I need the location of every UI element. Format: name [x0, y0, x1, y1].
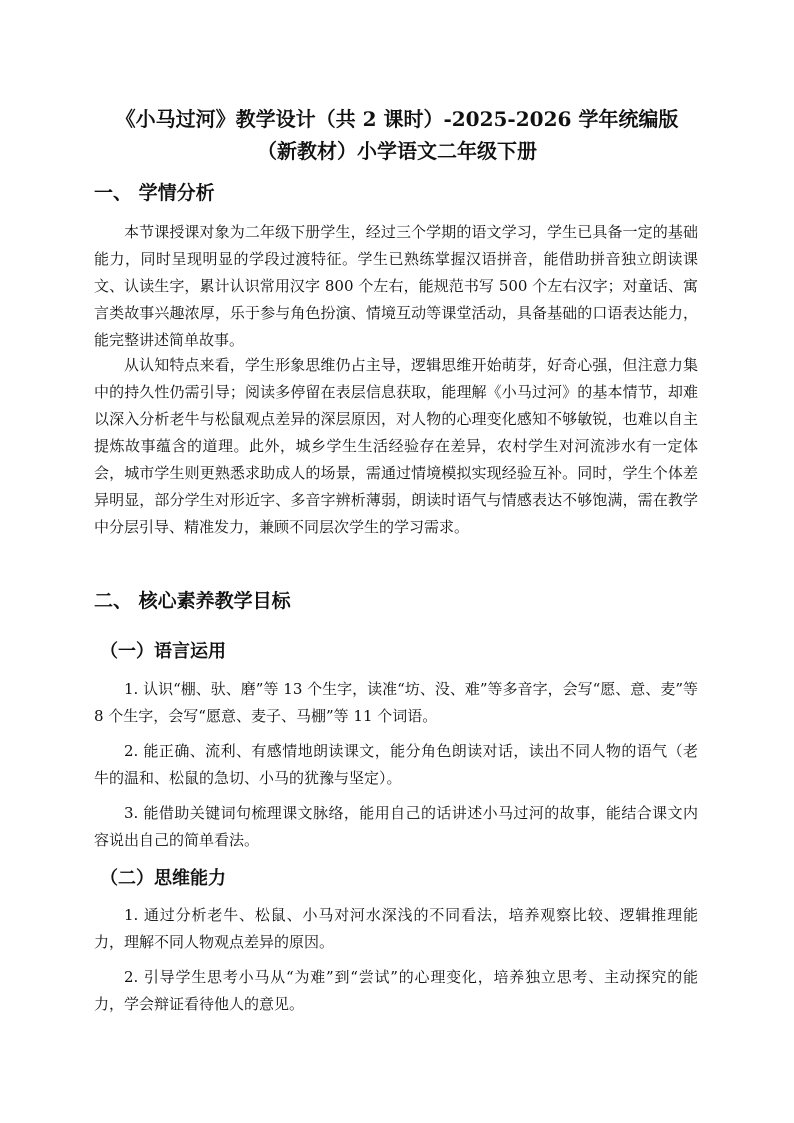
list-item: 3. 能借助关键词句梳理课文脉络，能用自己的话讲述小马过河的故事，能结合课文内容说出自己的简单看法。 — [94, 804, 698, 849]
subsection-heading-thinking: （二）思维能力 — [100, 868, 226, 889]
paragraph: 从认知特点来看，学生形象思维仍占主导，逻辑思维开始萌芽，好奇心强，但注意力集中的持久性仍需引导；阅读多停留在表层信息获取，能理解《小马过河》的基本情节，却难以深入分析老牛与松鼠观点差异的深层原因，对人物的心理变化感知不够敏锐，也难以自主提炼故事蕴含的道理。此外，城乡学生生活经验存在差异，农村学生对河流涉水有一定体会，城市学生则更熟悉求助成人的场景，需通过情境模拟实现经验互补。同时，学生个体差异明显，部分学生对形近字、多音字辨析薄弱，朗读时语气与情感表达不够饱满，需在教学中分层引导、精准发力，兼顾不同层次学生的学习需求。 — [94, 356, 698, 536]
list-item: 2. 能正确、流利、有感情地朗读课文，能分角色朗读对话，读出不同人物的语气（老牛的温和、松鼠的急切、小马的犹豫与坚定）。 — [94, 742, 698, 787]
list-item: 1. 通过分析老牛、松鼠、小马对河水深浅的不同看法，培养观察比较、逻辑推理能力，理解不同人物观点差异的原因。 — [94, 906, 698, 951]
subsection-heading-language: （一）语言运用 — [100, 641, 226, 662]
list-item: 2. 引导学生思考小马从“为难”到“尝试”的心理变化，培养独立思考、主动探究的能力，学会辩证看待他人的意见。 — [94, 968, 698, 1013]
list-item: 1. 认识“棚、驮、磨”等 13 个生字，读准“坊、没、难”等多音字，会写“愿、意、麦”等 8 个生字，会写“愿意、麦子、马棚”等 11 个词语。 — [94, 680, 698, 725]
section-heading-teaching-goals: 二、 核心素养教学目标 — [94, 590, 291, 612]
paragraph: 本节课授课对象为二年级下册学生，经过三个学期的语文学习，学生已具备一定的基础能力，同时呈现明显的学段过渡特征。学生已熟练掌握汉语拼音，能借助拼音独立朗读课文、认读生字，累计认识常用汉字 800 个左右，能规范书写 500 个左右汉字；对童话、寓言类故事兴趣浓厚，乐于参与角色扮演、情境互动等课堂活动，具备基础的口语表达能力，能完整讲述简单故事。 — [94, 223, 698, 349]
document-title: 《小马过河》教学设计（共 2 课时）-2025-2026 学年统编版（新教材）小学语文二年级下册 — [115, 107, 679, 163]
section-heading-learning-analysis: 一、 学情分析 — [94, 182, 215, 204]
